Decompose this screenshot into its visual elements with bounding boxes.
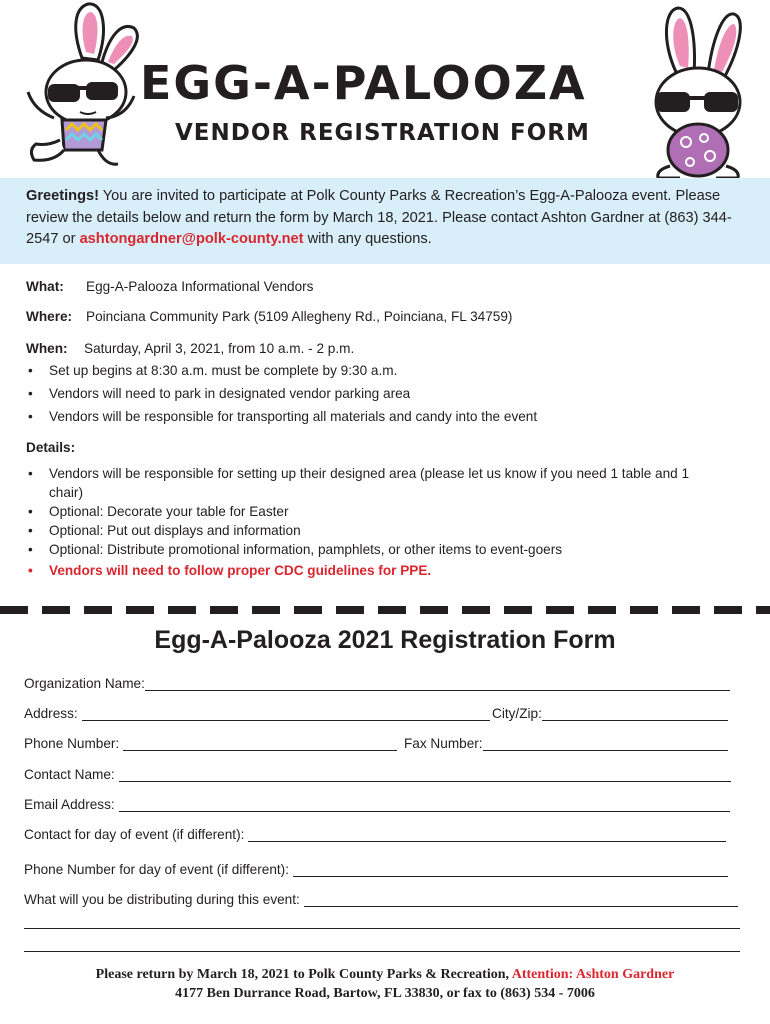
list-item: • Vendors will be responsible for transporting all materials and candy into the event	[26, 407, 537, 426]
contact-field[interactable]	[24, 767, 731, 782]
greeting-lead: Greetings!	[26, 188, 99, 204]
footer-return-text: Please return by March 18, 2021 to Polk County Parks & Recreation,	[95, 967, 512, 982]
bunny-left-illustration	[14, 0, 144, 180]
what-label: What:	[26, 279, 64, 294]
contact-email-link[interactable]: ashtongardner@polk-county.net	[79, 231, 304, 247]
distributing-extra-line[interactable]	[24, 951, 740, 952]
organization-input-line[interactable]	[145, 676, 730, 691]
cut-line-divider	[0, 606, 770, 614]
contact-label: Contact Name:	[24, 767, 115, 782]
distributing-label: What will you be distributing during this event:	[24, 892, 300, 907]
list-item: • Set up begins at 8:30 a.m. must be complete by 9:30 a.m.	[26, 361, 537, 380]
details-bullet-list	[26, 464, 726, 580]
list-item: • Vendors will need to park in designated vendor parking area	[26, 384, 537, 403]
email-input-line[interactable]	[119, 797, 730, 812]
greeting-text	[0, 178, 770, 251]
address-input-line[interactable]	[82, 706, 490, 721]
when-bullet-list	[26, 361, 537, 426]
day-contact-label: Contact for day of event (if different):	[24, 827, 245, 842]
list-item: • Optional: Decorate your table for Easter	[26, 502, 726, 521]
details-label: Details:	[26, 440, 76, 455]
phone-label: Phone Number:	[24, 736, 120, 751]
day-phone-field[interactable]	[24, 862, 728, 877]
contact-input-line[interactable]	[119, 767, 731, 782]
footer-address-line: 4177 Ben Durrance Road, Bartow, FL 33830, or fax to (863) 534 - 7006	[175, 986, 595, 1001]
registration-form-title: Egg-A-Palooza 2021 Registration Form	[154, 626, 616, 654]
when-value: Saturday, April 3, 2021, from 10 a.m. - 2 p.m.	[84, 341, 355, 356]
footer-return-line	[0, 967, 770, 983]
day-phone-label: Phone Number for day of event (if different):	[24, 862, 289, 877]
fax-input-line[interactable]	[483, 736, 728, 751]
organization-label: Organization Name:	[24, 676, 145, 691]
where-label: Where:	[26, 309, 73, 324]
distributing-extra-line[interactable]	[24, 928, 740, 929]
organization-field[interactable]	[24, 676, 730, 691]
bunny-right-illustration	[636, 2, 766, 180]
greeting-banner	[0, 178, 770, 264]
day-contact-field[interactable]	[24, 827, 726, 842]
phone-input-line[interactable]	[123, 736, 397, 751]
list-item: • Vendors will be responsible for setting up their designed area (please let us know if you need 1 table and 1 chair)	[26, 464, 726, 502]
what-value: Egg-A-Palooza Informational Vendors	[86, 279, 314, 294]
when-row	[26, 341, 354, 356]
fax-field[interactable]	[404, 736, 728, 751]
ppe-notice: • Vendors will need to follow proper CDC guidelines for PPE.	[26, 561, 726, 580]
day-contact-input-line[interactable]	[248, 827, 726, 842]
phone-field[interactable]	[24, 736, 397, 751]
fax-label: Fax Number:	[404, 736, 483, 751]
footer-attention: Attention: Ashton Gardner	[511, 967, 675, 982]
day-phone-input-line[interactable]	[293, 862, 728, 877]
cityzip-label: City/Zip:	[492, 706, 542, 721]
list-item: • Optional: Distribute promotional information, pamphlets, or other items to event-goers	[26, 540, 726, 559]
list-item: • Optional: Put out displays and information	[26, 521, 726, 540]
what-row	[26, 279, 313, 294]
greeting-tail: with any questions.	[303, 231, 432, 247]
cityzip-field[interactable]	[492, 706, 728, 721]
form-subtitle: VENDOR REGISTRATION FORM	[175, 120, 590, 146]
distributing-input-line[interactable]	[304, 892, 738, 907]
when-label: When:	[26, 341, 68, 356]
address-field[interactable]	[24, 706, 490, 721]
where-value: Poinciana Community Park (5109 Allegheny Rd., Poinciana, FL 34759)	[86, 309, 513, 324]
cityzip-input-line[interactable]	[542, 706, 728, 721]
email-field[interactable]	[24, 797, 730, 812]
details-row	[26, 440, 75, 455]
greeting-body: You are invited to participate at Polk County Parks & Recreation’s Egg-A-Palooza event. Please review the details below and return the form by March 18, 2021. Please contact Ashton Gardner at (863) 344-2547 or	[26, 188, 732, 247]
address-label: Address:	[24, 706, 78, 721]
event-title: EGG-A-PALOOZA	[140, 56, 587, 110]
where-row	[26, 309, 512, 324]
email-label: Email Address:	[24, 797, 115, 812]
distributing-field[interactable]	[24, 892, 738, 907]
